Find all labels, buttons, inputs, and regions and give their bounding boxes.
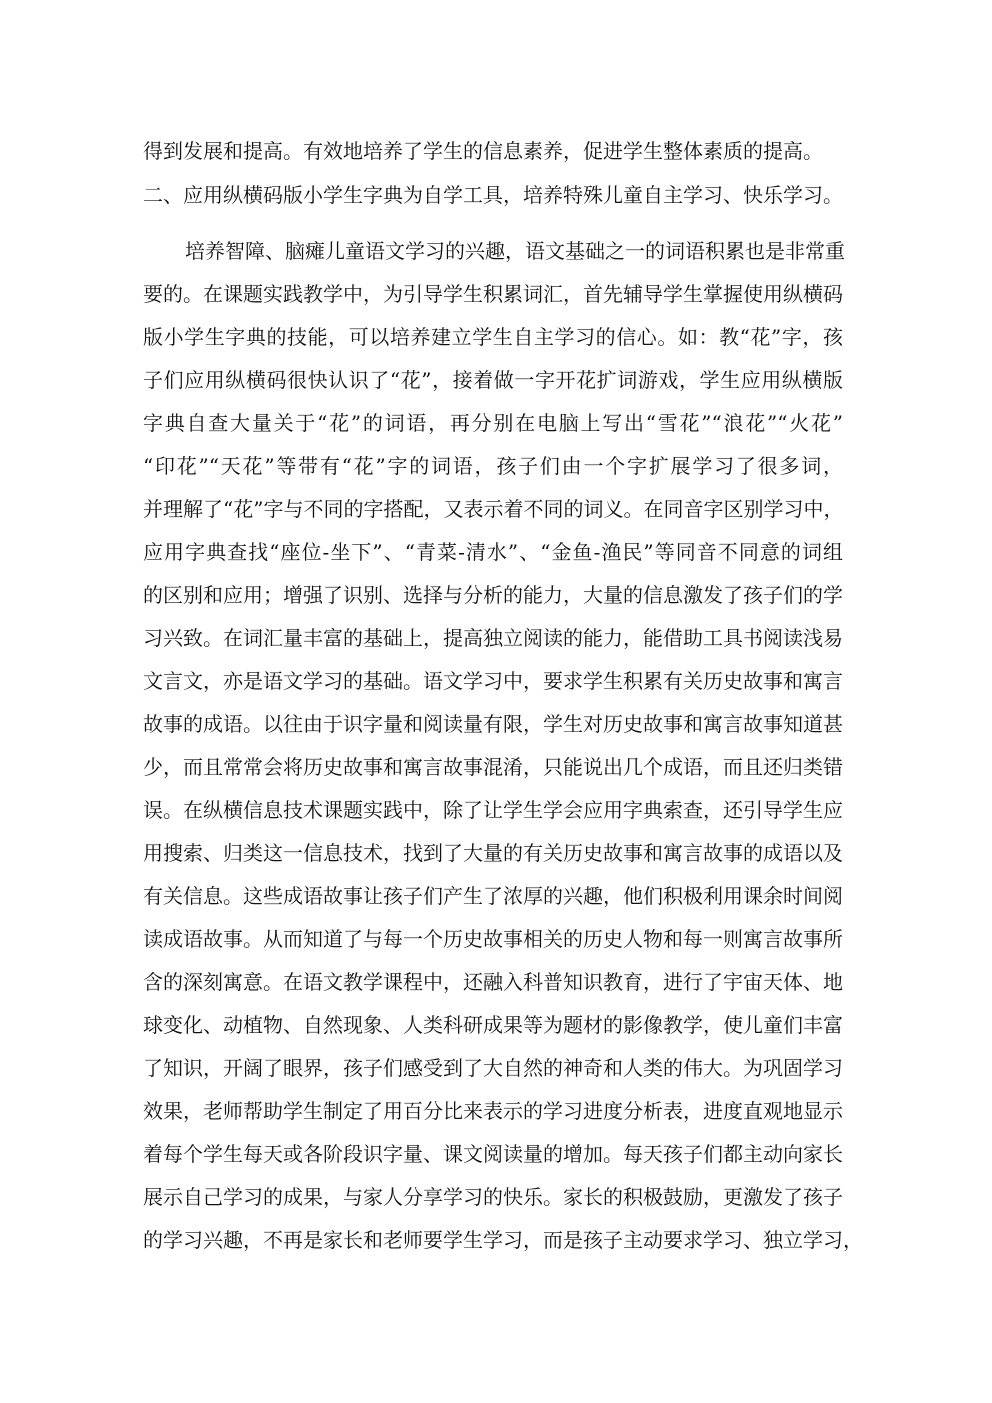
body-line: 版小学生字典的技能，可以培养建立学生自主学习的信心。如：教“花”字，孩 bbox=[143, 325, 843, 349]
body-line: 子们应用纵横码很快认识了“花”，接着做一字开花扩词游戏，学生应用纵横版 bbox=[143, 368, 843, 392]
body-line: 有关信息。这些成语故事让孩子们产生了浓厚的兴趣，他们积极利用课余时间阅 bbox=[143, 884, 843, 908]
body-line: 并理解了“花”字与不同的字搭配，又表示着不同的词义。在同音字区别学习中， bbox=[143, 497, 844, 521]
body-line: 少，而且常常会将历史故事和寓言故事混淆，只能说出几个成语，而且还归类错 bbox=[143, 755, 843, 779]
body-line: 的学习兴趣，不再是家长和老师要学生学习，而是孩子主动要求学习、独立学习， bbox=[143, 1228, 863, 1252]
body-line: 字典自查大量关于“花”的词语，再分别在电脑上写出“雪花”“浪花”“火花” bbox=[143, 411, 843, 435]
body-line: 习兴致。在词汇量丰富的基础上，提高独立阅读的能力，能借助工具书阅读浅易 bbox=[143, 626, 843, 650]
body-line: 球变化、动植物、自然现象、人类科研成果等为题材的影像教学，使儿童们丰富 bbox=[143, 1013, 843, 1037]
body-line: 用搜索、归类这一信息技术，找到了大量的有关历史故事和寓言故事的成语以及 bbox=[143, 841, 843, 865]
section-heading-2: 二、应用纵横码版小学生字典为自学工具，培养特殊儿童自主学习、快乐学习。 bbox=[143, 183, 843, 207]
body-line: 要的。在课题实践教学中，为引导学生积累词汇，首先辅导学生掌握使用纵横码 bbox=[143, 282, 843, 306]
body-line: 效果，老师帮助学生制定了用百分比来表示的学习进度分析表，进度直观地显示 bbox=[143, 1099, 843, 1123]
body-line: 了知识，开阔了眼界，孩子们感受到了大自然的神奇和人类的伟大。为巩固学习 bbox=[143, 1056, 843, 1080]
body-line: 培养智障、脑瘫儿童语文学习的兴趣，语文基础之一的词语积累也是非常重 bbox=[185, 239, 845, 263]
body-line: 应用字典查找“座位-坐下”、“青菜-清水”、“金鱼-渔民”等同音不同意的词组 bbox=[143, 540, 843, 564]
body-line: 着每个学生每天或各阶段识字量、课文阅读量的增加。每天孩子们都主动向家长 bbox=[143, 1142, 843, 1166]
body-line: 展示自己学习的成果，与家人分享学习的快乐。家长的积极鼓励，更激发了孩子 bbox=[143, 1185, 843, 1209]
body-line: 含的深刻寓意。在语文教学课程中，还融入科普知识教育，进行了宇宙天体、地 bbox=[143, 970, 843, 994]
body-line: 文言文，亦是语文学习的基础。语文学习中，要求学生积累有关历史故事和寓言 bbox=[143, 669, 843, 693]
body-line: 读成语故事。从而知道了与每一个历史故事相关的历史人物和每一则寓言故事所 bbox=[143, 927, 843, 951]
body-line: 的区别和应用；增强了识别、选择与分析的能力，大量的信息激发了孩子们的学 bbox=[143, 583, 843, 607]
body-line: 故事的成语。以往由于识字量和阅读量有限，学生对历史故事和寓言故事知道甚 bbox=[143, 712, 843, 736]
body-line: 误。在纵横信息技术课题实践中，除了让学生学会应用字典索查，还引导学生应 bbox=[143, 798, 843, 822]
paragraph-intro-tail: 得到发展和提高。有效地培养了学生的信息素养，促进学生整体素质的提高。 bbox=[143, 139, 823, 163]
body-line: “印花”“天花”等带有“花”字的词语，孩子们由一个字扩展学习了很多词， bbox=[143, 454, 843, 478]
